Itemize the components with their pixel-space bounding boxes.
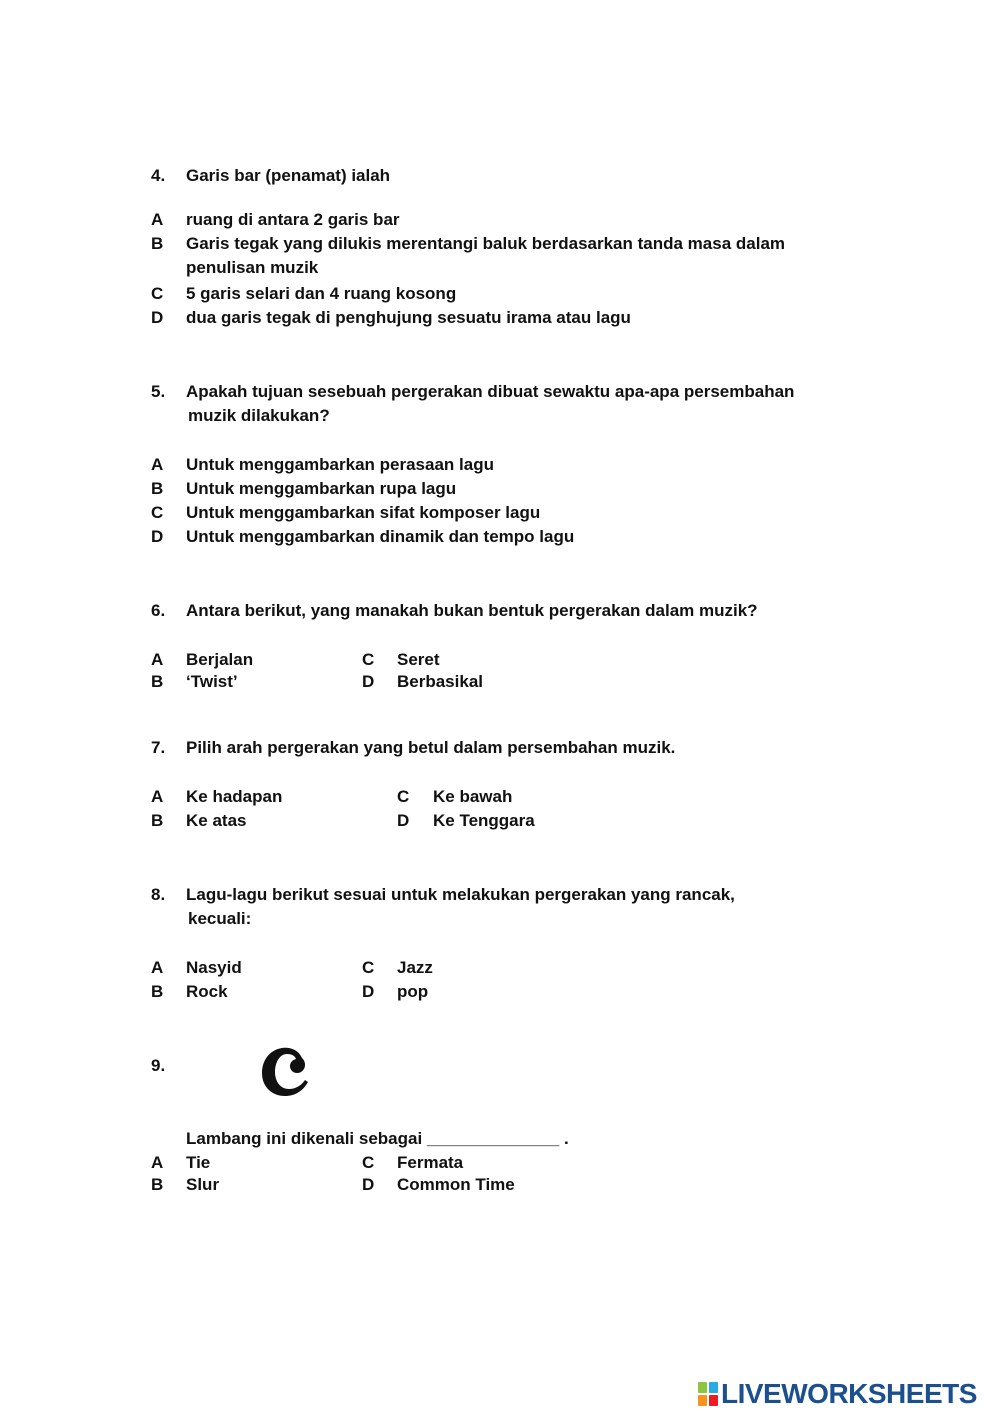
q9-option-a-text[interactable]: Tie: [186, 1153, 211, 1172]
q6-option-c-letter: C: [362, 650, 375, 669]
question-8-text-line2: kecuali:: [188, 909, 252, 928]
q7-option-b-letter: B: [151, 811, 164, 830]
q6-option-c-text[interactable]: Seret: [397, 650, 440, 669]
question-7-text: Pilih arah pergerakan yang betul dalam persembahan muzik.: [186, 738, 676, 757]
q4-option-a-text[interactable]: ruang di antara 2 garis bar: [186, 210, 400, 229]
question-4-text: Garis bar (penamat) ialah: [186, 166, 391, 185]
q8-option-a-text[interactable]: Nasyid: [186, 958, 242, 977]
question-8-text: Lagu-lagu berikut sesuai untuk melakukan pergerakan yang rancak,: [186, 885, 735, 904]
q5-option-d-text[interactable]: Untuk menggambarkan dinamik dan tempo lagu: [186, 527, 575, 546]
q6-option-a-letter: A: [151, 650, 164, 669]
question-7-number: 7.: [151, 738, 166, 757]
q6-option-a-text[interactable]: Berjalan: [186, 650, 254, 669]
q6-option-d-text[interactable]: Berbasikal: [397, 672, 483, 691]
q8-option-b-letter: B: [151, 982, 164, 1001]
q4-option-b-letter: B: [151, 234, 164, 253]
q5-option-c-text[interactable]: Untuk menggambarkan sifat komposer lagu: [186, 503, 541, 522]
q5-option-b-text[interactable]: Untuk menggambarkan rupa lagu: [186, 479, 457, 498]
q5-option-b-letter: B: [151, 479, 164, 498]
q9-option-d-letter: D: [362, 1175, 375, 1194]
q9-option-b-text[interactable]: Slur: [186, 1175, 220, 1194]
q7-option-a-text[interactable]: Ke hadapan: [186, 787, 283, 806]
q8-option-d-letter: D: [362, 982, 375, 1001]
q5-option-c-letter: C: [151, 503, 164, 522]
q8-option-b-text[interactable]: Rock: [186, 982, 228, 1001]
q5-option-a-text[interactable]: Untuk menggambarkan perasaan lagu: [186, 455, 494, 474]
q9-option-b-letter: B: [151, 1175, 164, 1194]
q7-option-c-letter: C: [397, 787, 410, 806]
q9-option-c-letter: C: [362, 1153, 375, 1172]
question-6-number: 6.: [151, 601, 166, 620]
question-9-number: 9.: [151, 1056, 166, 1075]
q4-option-d-letter: D: [151, 308, 164, 327]
q4-option-a-letter: A: [151, 210, 164, 229]
q6-option-d-letter: D: [362, 672, 375, 691]
question-5-text-line2: muzik dilakukan?: [188, 406, 330, 425]
q8-option-c-text[interactable]: Jazz: [397, 958, 433, 977]
liveworksheets-logo-text: LIVEWORKSHEETS: [721, 1378, 977, 1409]
question-6-text: Antara berikut, yang manakah bukan bentuk pergerakan dalam muzik?: [186, 601, 758, 620]
question-5-number: 5.: [151, 382, 166, 401]
q7-option-c-text[interactable]: Ke bawah: [433, 787, 513, 806]
q8-option-a-letter: A: [151, 958, 164, 977]
q4-option-c-text[interactable]: 5 garis selari dan 4 ruang kosong: [186, 284, 457, 303]
q9-option-d-text[interactable]: Common Time: [397, 1175, 515, 1194]
q7-option-d-text[interactable]: Ke Tenggara: [433, 811, 535, 830]
question-4-number: 4.: [151, 166, 166, 185]
q8-option-c-letter: C: [362, 958, 375, 977]
q5-option-d-letter: D: [151, 527, 164, 546]
q5-option-a-letter: A: [151, 455, 164, 474]
q4-option-b-text[interactable]: Garis tegak yang dilukis merentangi baluk berdasarkan tanda masa dalam: [186, 234, 786, 253]
q7-option-d-letter: D: [397, 811, 410, 830]
question-5-text: Apakah tujuan sesebuah pergerakan dibuat sewaktu apa-apa persembahan: [186, 382, 795, 401]
q7-option-b-text[interactable]: Ke atas: [186, 811, 247, 830]
q4-option-c-letter: C: [151, 284, 164, 303]
q8-option-d-text[interactable]: pop: [397, 982, 429, 1001]
q9-option-a-letter: A: [151, 1153, 164, 1172]
liveworksheets-logo[interactable]: [697, 1376, 977, 1412]
q4-option-b-text-line2[interactable]: penulisan muzik: [186, 258, 319, 277]
liveworksheets-logo-icon: [697, 1381, 719, 1407]
q6-option-b-letter: B: [151, 672, 164, 691]
q9-option-c-text[interactable]: Fermata: [397, 1153, 464, 1172]
q4-option-d-text[interactable]: dua garis tegak di penghujung sesuatu irama atau lagu: [186, 308, 631, 327]
q7-option-a-letter: A: [151, 787, 164, 806]
question-9-text: Lambang ini dikenali sebagai ______________ .: [186, 1129, 569, 1148]
common-time-symbol-icon: [258, 1044, 318, 1100]
q6-option-b-text[interactable]: ‘Twist’: [186, 672, 238, 691]
question-8-number: 8.: [151, 885, 166, 904]
